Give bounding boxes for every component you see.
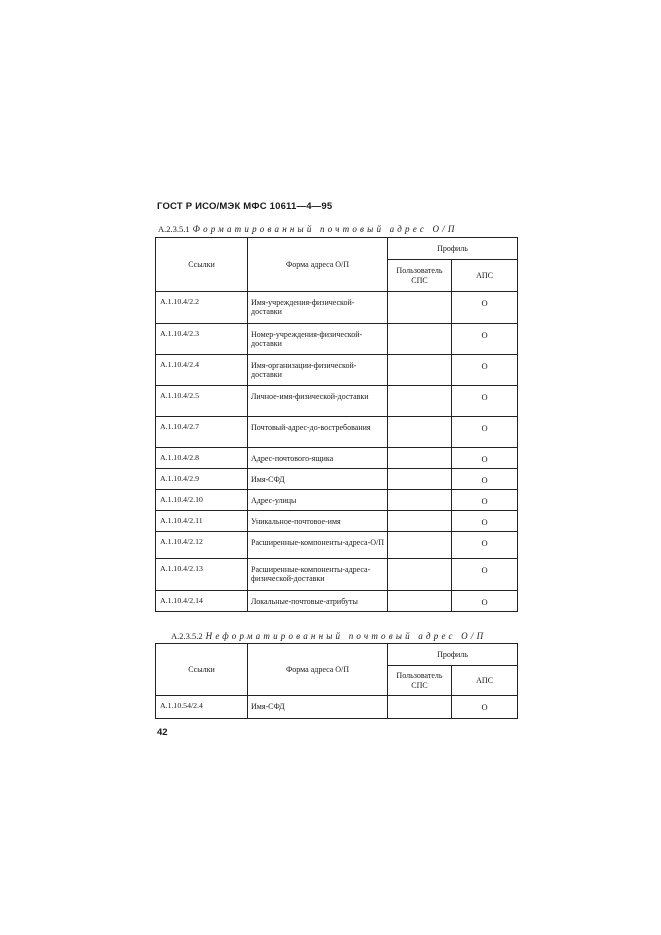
- table-cell-user: [388, 511, 452, 532]
- section-name: Форматированный почтовый адрес О/П: [192, 224, 458, 234]
- table-row: [156, 511, 518, 532]
- table-cell-form: Уникальное-почтовое-имя: [248, 511, 388, 532]
- column-header-profile: Профиль: [388, 238, 518, 260]
- column-header-form: [248, 644, 388, 696]
- table-cell-form: Адрес-почтового-ящика: [248, 448, 388, 469]
- column-header-profile: Профиль: [388, 644, 518, 666]
- table-cell-user: [388, 532, 452, 559]
- column-header-user: [388, 260, 452, 292]
- table-row: [156, 490, 518, 511]
- table-cell-aps: О: [452, 511, 518, 532]
- table-cell-form: Имя-СФД: [248, 696, 388, 719]
- table-cell-ref: А.1.10.54/2.4: [156, 696, 248, 719]
- table-cell-aps: О: [452, 559, 518, 591]
- column-header-user: [388, 666, 452, 696]
- table-cell-ref: А.1.10.4/2.9: [156, 469, 248, 490]
- column-header-user-text: Пользователь СПС: [396, 671, 443, 690]
- table-cell-aps: О: [452, 591, 518, 612]
- table-cell-form: Расширенные-компоненты-адреса-О/П: [248, 532, 388, 559]
- table-cell-aps: О: [452, 417, 518, 448]
- table-row: [156, 324, 518, 355]
- table-cell-ref: А.1.10.4/2.7: [156, 417, 248, 448]
- table-cell-ref: А.1.10.4/2.4: [156, 355, 248, 386]
- document-header: ГОСТ Р ИСО/МЭК МФС 10611—4—95: [157, 201, 333, 212]
- column-header-user-text: Пользователь СПС: [396, 266, 443, 285]
- table-cell-user: [388, 355, 452, 386]
- table-cell-user: [388, 448, 452, 469]
- table-cell-user: [388, 591, 452, 612]
- column-header-form-text: Форма адреса О/П: [285, 664, 350, 674]
- table-cell-ref: А.1.10.4/2.5: [156, 386, 248, 417]
- column-header-refs: Ссылки: [156, 238, 248, 292]
- table-row: [156, 469, 518, 490]
- table-cell-form: Номер-учреждения-физической-доставки: [248, 324, 388, 355]
- section-title-unformatted: [171, 631, 486, 641]
- table-cell-user: [388, 292, 452, 324]
- table-row: [156, 386, 518, 417]
- page-number: 42: [157, 727, 168, 738]
- table-cell-ref: А.1.10.4/2.14: [156, 591, 248, 612]
- table-cell-form: Адрес-улицы: [248, 490, 388, 511]
- unformatted-address-table: [155, 643, 518, 719]
- table-cell-aps: О: [452, 448, 518, 469]
- table-cell-form: Имя-организации-физической-доставки: [248, 355, 388, 386]
- column-header-refs: Ссылки: [156, 644, 248, 696]
- table-row: [156, 591, 518, 612]
- table-row: [156, 559, 518, 591]
- table-cell-form: Имя-СФД: [248, 469, 388, 490]
- table-cell-ref: А.1.10.4/2.10: [156, 490, 248, 511]
- column-header-aps: АПС: [452, 666, 518, 696]
- table-cell-aps: О: [452, 469, 518, 490]
- table-cell-ref: А.1.10.4/2.13: [156, 559, 248, 591]
- table-cell-user: [388, 559, 452, 591]
- section-title-formatted: [158, 224, 458, 234]
- table-row: [156, 532, 518, 559]
- column-header-form: [248, 238, 388, 292]
- table-cell-ref: А.1.10.4/2.8: [156, 448, 248, 469]
- table-cell-user: [388, 469, 452, 490]
- table-cell-user: [388, 386, 452, 417]
- table-row: [156, 417, 518, 448]
- table-row: [156, 355, 518, 386]
- table-row: [156, 292, 518, 324]
- section-name: Неформатированный почтовый адрес О/П: [205, 631, 487, 641]
- table-header-row: [156, 238, 518, 260]
- table-header-row: [156, 644, 518, 666]
- table-cell-user: [388, 324, 452, 355]
- column-header-form-text: Форма адреса О/П: [285, 259, 350, 269]
- table-cell-ref: А.1.10.4/2.12: [156, 532, 248, 559]
- table-row: [156, 448, 518, 469]
- table-cell-user: [388, 696, 452, 719]
- table-cell-ref: А.1.10.4/2.11: [156, 511, 248, 532]
- table-cell-aps: О: [452, 324, 518, 355]
- table-cell-ref: А.1.10.4/2.3: [156, 324, 248, 355]
- column-header-aps: АПС: [452, 260, 518, 292]
- table-cell-aps: О: [452, 532, 518, 559]
- table-cell-aps: О: [452, 292, 518, 324]
- table-cell-form: Локальные-почтовые-атрибуты: [248, 591, 388, 612]
- table-cell-form: Имя-учреждения-физической-доставки: [248, 292, 388, 324]
- unformatted-address-table-body: [156, 644, 518, 719]
- table-cell-form: Расширенные-компоненты-адреса-физической-доставки: [248, 559, 388, 591]
- table-cell-aps: О: [452, 386, 518, 417]
- formatted-address-table: [155, 237, 518, 612]
- table-cell-aps: О: [452, 696, 518, 719]
- table-cell-aps: О: [452, 355, 518, 386]
- table-cell-form: Личное-имя-физической-доставки: [248, 386, 388, 417]
- formatted-address-table-body: [156, 238, 518, 612]
- table-cell-user: [388, 417, 452, 448]
- table-cell-aps: О: [452, 490, 518, 511]
- table-row: [156, 696, 518, 719]
- table-cell-form: Почтовый-адрес-до-востребования: [248, 417, 388, 448]
- section-number: А.2.3.5.1: [158, 224, 190, 234]
- table-cell-user: [388, 490, 452, 511]
- table-cell-ref: А.1.10.4/2.2: [156, 292, 248, 324]
- section-number: А.2.3.5.2: [171, 631, 203, 641]
